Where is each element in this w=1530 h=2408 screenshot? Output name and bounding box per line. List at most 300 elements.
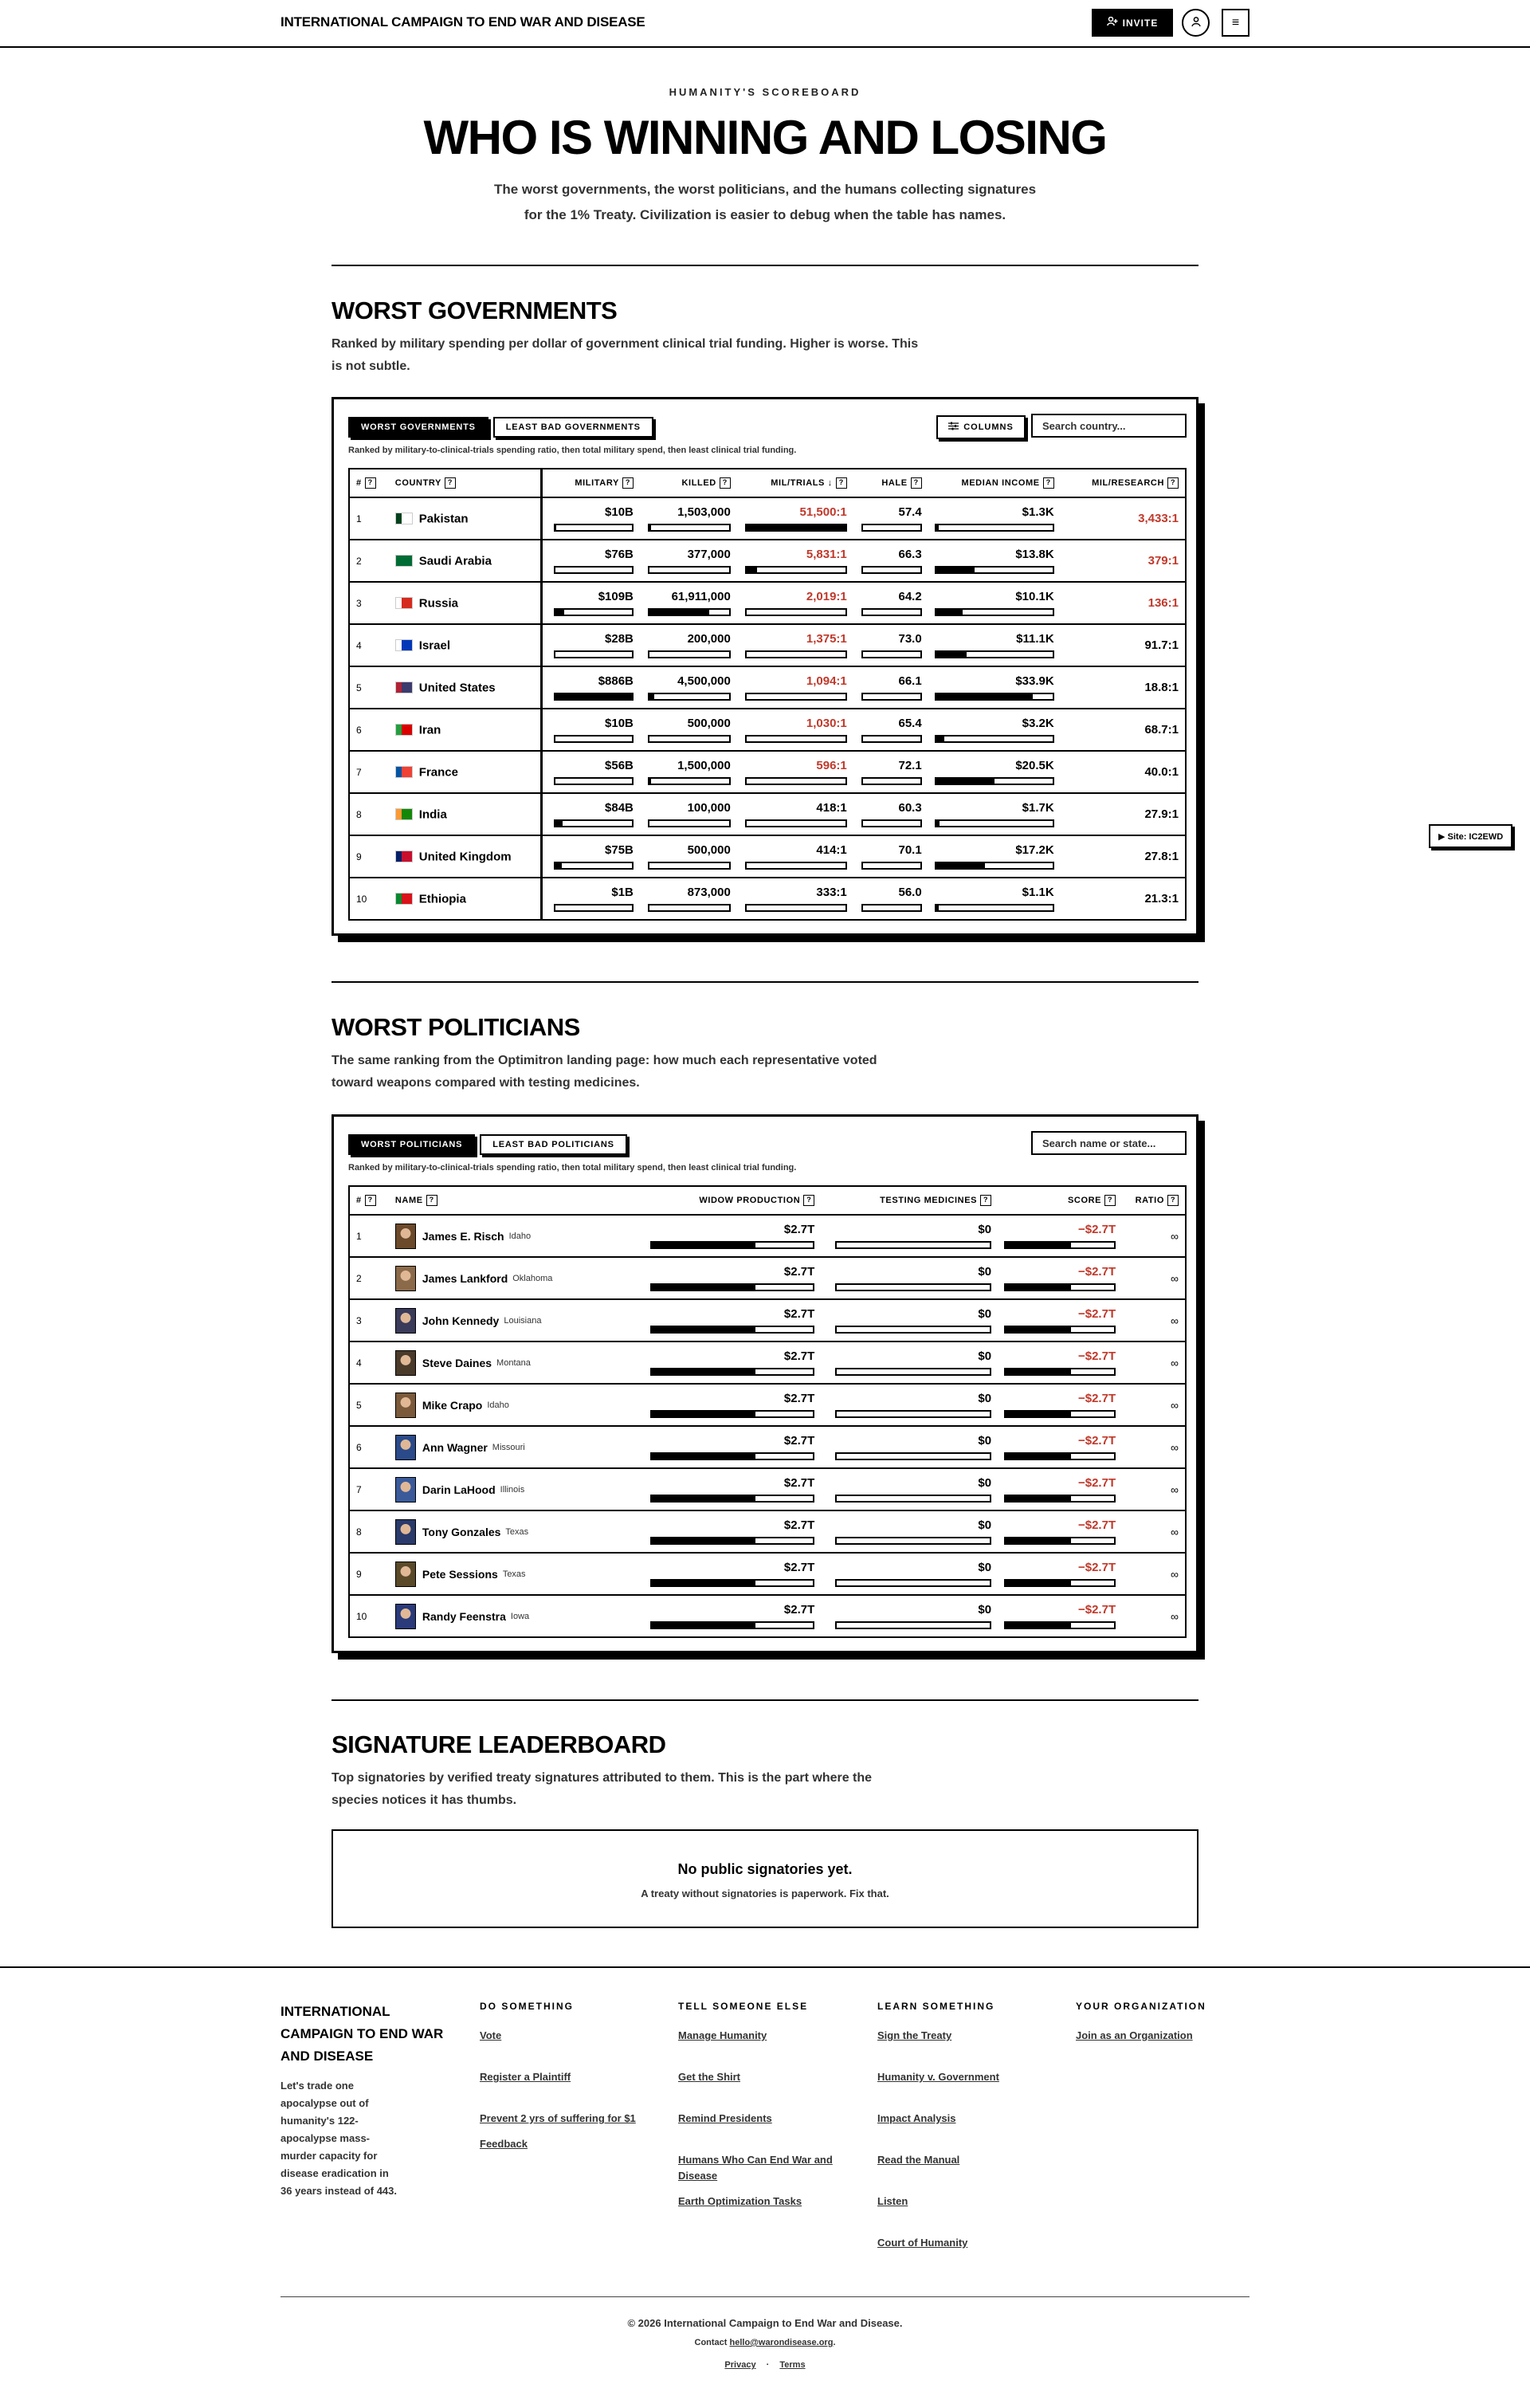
politician-state: Idaho	[508, 1231, 532, 1241]
killed-cell-value: 500,000	[687, 843, 731, 857]
testing-cell	[821, 1384, 998, 1426]
killed-cell	[640, 793, 737, 835]
politician-state: Montana	[496, 1357, 531, 1368]
flag-icon	[395, 682, 413, 693]
income-cell-bar-fill	[936, 610, 963, 615]
income-cell	[928, 497, 1061, 540]
table-row[interactable]	[349, 582, 1186, 624]
flag-icon	[395, 513, 413, 524]
hale-cell	[853, 793, 928, 835]
politician-name: James E. Risch	[422, 1229, 504, 1243]
country-name: France	[418, 765, 458, 780]
widow-cell-value: $2.7T	[783, 1307, 815, 1321]
footer-column-title: TELL SOMEONE ELSE	[678, 2001, 809, 2012]
hale-cell-value: 57.4	[898, 505, 922, 519]
columns-button[interactable]	[936, 415, 1026, 439]
testing-cell-value: $0	[978, 1476, 992, 1490]
country-name: Ethiopia	[418, 892, 466, 906]
avatar	[395, 1435, 416, 1460]
killed-cell-bar	[648, 819, 731, 827]
income-cell-bar	[935, 819, 1054, 827]
widow-cell-value: $2.7T	[783, 1349, 815, 1363]
contact-line: Contact hello@warondisease.org.	[694, 2338, 836, 2347]
tab-least-bad-governments[interactable]: LEAST BAD GOVERNMENTS	[493, 417, 653, 438]
testing-cell	[821, 1215, 998, 1257]
income-cell-bar	[935, 650, 1054, 658]
widow-cell-bar	[650, 1579, 814, 1587]
ratio-cell: ∞	[1171, 1609, 1179, 1623]
testing-cell	[821, 1510, 998, 1553]
mil-trials-cell-bar-fill	[747, 568, 758, 572]
rank-cell: 5	[349, 666, 389, 709]
politician-search-input[interactable]	[1031, 1131, 1187, 1155]
income-cell-bar-fill	[936, 863, 985, 868]
income-cell-bar-fill	[936, 568, 975, 572]
table-row[interactable]	[349, 1257, 1186, 1299]
footer-link[interactable]: Read the Manual	[877, 2154, 960, 2166]
table-row[interactable]	[349, 878, 1186, 920]
widow-cell	[644, 1215, 821, 1257]
section-divider	[332, 981, 1198, 983]
mil-research-value: 136:1	[1148, 596, 1179, 610]
footer-link[interactable]: Manage Humanity	[678, 2029, 767, 2041]
widow-cell	[644, 1510, 821, 1553]
widow-cell	[644, 1257, 821, 1299]
country-cell[interactable]	[389, 666, 541, 709]
score-cell-bar-fill	[1006, 1412, 1071, 1416]
country-cell[interactable]	[389, 582, 541, 624]
col-name[interactable]: NAME ?	[389, 1186, 644, 1215]
killed-cell-value: 377,000	[687, 548, 731, 561]
empty-subtitle: A treaty without signatories is paperwork. Fix that.	[641, 1888, 889, 1899]
footer-link[interactable]: Prevent 2 yrs of suffering for $1	[480, 2112, 636, 2124]
hale-cell-value: 66.1	[898, 674, 922, 688]
rank-cell: 2	[349, 1257, 389, 1299]
politician-cell[interactable]	[389, 1341, 644, 1384]
widow-cell-bar-fill	[652, 1327, 755, 1332]
politician-cell[interactable]	[389, 1299, 644, 1341]
politicians-tabs	[348, 1134, 627, 1155]
brand-title[interactable]: INTERNATIONAL CAMPAIGN TO END WAR AND DISEASE	[280, 14, 645, 29]
hale-cell-bar	[861, 735, 922, 743]
widow-cell-bar-fill	[652, 1243, 755, 1247]
mil-trials-cell-value: 2,019:1	[806, 590, 847, 603]
military-cell-bar	[554, 524, 634, 532]
score-cell-value: −$2.7T	[1077, 1265, 1116, 1279]
mil-research-value: 379:1	[1148, 554, 1179, 568]
mil-trials-cell-value: 333:1	[816, 886, 847, 899]
account-button[interactable]	[1182, 9, 1210, 37]
widow-cell-bar-fill	[652, 1454, 755, 1459]
footer-link[interactable]: Impact Analysis	[877, 2112, 956, 2124]
widow-cell-bar-fill	[652, 1623, 755, 1628]
military-cell-value: $75B	[605, 843, 634, 857]
testing-cell-value: $0	[978, 1349, 992, 1363]
legal-links	[0, 2360, 1530, 2370]
killed-cell	[640, 709, 737, 751]
rank-cell: 6	[349, 1426, 389, 1468]
mil-trials-cell	[737, 540, 853, 582]
hale-cell-value: 70.1	[898, 843, 922, 857]
score-cell-value: −$2.7T	[1077, 1349, 1116, 1363]
income-cell-value: $17.2K	[1015, 843, 1054, 857]
invite-button[interactable]	[1092, 9, 1173, 37]
politician-state: Missouri	[492, 1442, 525, 1452]
rank-cell: 5	[349, 1384, 389, 1426]
table-row[interactable]	[349, 793, 1186, 835]
footer-column	[877, 2001, 1053, 2276]
sliders-icon	[948, 422, 959, 433]
politicians-description	[332, 1050, 961, 1094]
footer-link[interactable]: Humans Who Can End War and Disease	[678, 2154, 833, 2182]
testing-cell-bar	[835, 1326, 991, 1334]
politician-name: Randy Feenstra	[422, 1609, 506, 1623]
widow-cell-bar	[650, 1241, 814, 1249]
score-cell-bar	[1004, 1579, 1116, 1587]
military-cell-value: $28B	[605, 632, 634, 646]
country-name: Saudi Arabia	[418, 554, 492, 568]
testing-cell-bar	[835, 1621, 991, 1629]
widow-cell-value: $2.7T	[783, 1223, 815, 1236]
table-row[interactable]	[349, 1510, 1186, 1553]
table-row[interactable]	[349, 751, 1186, 793]
footer-link[interactable]: Remind Presidents	[678, 2112, 772, 2124]
mil-research-cell	[1061, 624, 1186, 666]
widow-cell-value: $2.7T	[783, 1434, 815, 1448]
country-cell[interactable]	[389, 497, 541, 540]
description-line: species notices it has thumbs.	[332, 1793, 517, 1807]
mil-research-cell	[1061, 666, 1186, 709]
menu-button[interactable]	[1222, 9, 1250, 37]
country-cell[interactable]	[389, 793, 541, 835]
footer-link[interactable]: Register a Plaintiff	[480, 2071, 571, 2083]
politician-name: Darin LaHood	[422, 1483, 496, 1496]
footer-divider	[0, 1966, 1530, 1968]
rank-cell: 9	[349, 1553, 389, 1595]
col-country[interactable]: COUNTRY ?	[389, 469, 541, 497]
military-cell-bar	[554, 693, 634, 701]
testing-cell-bar	[835, 1579, 991, 1587]
score-cell-bar-fill	[1006, 1243, 1071, 1247]
country-cell[interactable]	[389, 540, 541, 582]
hale-cell	[853, 878, 928, 920]
col-mil-trials[interactable]: MIL/TRIALS ↓ ?	[737, 469, 853, 497]
military-cell-bar-fill	[555, 694, 632, 699]
killed-cell	[640, 582, 737, 624]
section-divider	[332, 265, 1198, 266]
mil-trials-cell-bar	[745, 904, 847, 912]
score-cell-bar-fill	[1006, 1454, 1071, 1459]
score-cell	[998, 1341, 1122, 1384]
score-cell	[998, 1257, 1122, 1299]
hale-cell-bar	[861, 650, 922, 658]
killed-cell	[640, 878, 737, 920]
table-header-row	[349, 469, 1186, 497]
politician-cell[interactable]	[389, 1595, 644, 1637]
politician-state: Louisiana	[504, 1315, 542, 1326]
hale-cell-bar	[861, 777, 922, 785]
country-cell[interactable]	[389, 835, 541, 878]
table-row[interactable]	[349, 540, 1186, 582]
table-row[interactable]	[349, 1215, 1186, 1257]
invite-label: INVITE	[1122, 17, 1159, 29]
hale-cell-value: 64.2	[898, 590, 922, 603]
income-cell-bar-fill	[936, 737, 944, 741]
politicians-table	[348, 1185, 1187, 1638]
widow-cell-value: $2.7T	[783, 1603, 815, 1616]
mil-research-cell	[1061, 751, 1186, 793]
mil-research-cell	[1061, 793, 1186, 835]
country-search-input[interactable]	[1031, 414, 1187, 438]
table-row[interactable]	[349, 1426, 1186, 1468]
politician-state: Illinois	[500, 1484, 525, 1495]
tab-worst-politicians[interactable]: WORST POLITICIANS	[348, 1134, 475, 1155]
signatures-description	[332, 1767, 961, 1812]
col-military[interactable]: MILITARY ?	[541, 469, 640, 497]
col-mil-research[interactable]: MIL/RESEARCH ?	[1061, 469, 1186, 497]
score-cell-bar	[1004, 1326, 1116, 1334]
avatar	[395, 1393, 416, 1418]
country-cell[interactable]	[389, 751, 541, 793]
col-hale[interactable]: HALE ?	[853, 469, 928, 497]
privacy-link[interactable]: Privacy	[724, 2360, 756, 2370]
footer-brand: INTERNATIONAL CAMPAIGN TO END WAR AND DISEASE	[280, 2004, 444, 2064]
tab-worst-governments[interactable]: WORST GOVERNMENTS	[348, 417, 488, 438]
income-cell-bar-fill	[936, 652, 967, 657]
footer-link[interactable]: Humanity v. Government	[877, 2071, 999, 2083]
hale-cell	[853, 835, 928, 878]
testing-cell-bar	[835, 1537, 991, 1545]
table-header-row	[349, 1186, 1186, 1215]
rank-cell: 3	[349, 1299, 389, 1341]
widow-cell-bar-fill	[652, 1538, 755, 1543]
killed-cell-bar-fill	[649, 610, 709, 615]
rank-cell: 4	[349, 1341, 389, 1384]
widow-cell-bar	[650, 1621, 814, 1629]
flag-icon	[395, 555, 413, 567]
widow-cell-bar-fill	[652, 1369, 755, 1374]
politician-cell[interactable]	[389, 1426, 644, 1468]
income-cell-value: $33.9K	[1015, 674, 1054, 688]
mil-research-cell	[1061, 878, 1186, 920]
footer-link[interactable]: Court of Humanity	[877, 2237, 968, 2249]
military-cell-value: $56B	[605, 759, 634, 772]
col-killed[interactable]: KILLED ?	[640, 469, 737, 497]
footer-link[interactable]: Get the Shirt	[678, 2071, 741, 2083]
score-cell-value: −$2.7T	[1077, 1223, 1116, 1236]
hale-cell	[853, 582, 928, 624]
mil-trials-cell-bar	[745, 819, 847, 827]
table-row[interactable]	[349, 1595, 1186, 1637]
mil-research-cell	[1061, 582, 1186, 624]
user-icon	[1191, 16, 1202, 29]
killed-cell-bar-fill	[649, 525, 651, 530]
country-name: United Kingdom	[418, 850, 512, 864]
score-cell-bar	[1004, 1241, 1116, 1249]
mil-research-value: 27.9:1	[1144, 807, 1179, 821]
country-cell[interactable]	[389, 624, 541, 666]
description-line: is not subtle.	[332, 359, 410, 373]
avatar	[395, 1350, 416, 1376]
testing-cell-value: $0	[978, 1561, 992, 1574]
hale-cell	[853, 666, 928, 709]
testing-cell	[821, 1595, 998, 1637]
military-cell-bar	[554, 566, 634, 574]
politician-cell[interactable]	[389, 1215, 644, 1257]
income-cell-bar	[935, 735, 1054, 743]
politician-name: Mike Crapo	[422, 1398, 483, 1412]
military-cell-value: $10B	[605, 505, 634, 519]
military-cell-bar-fill	[555, 821, 563, 826]
table-row[interactable]	[349, 835, 1186, 878]
site-chip[interactable]	[1429, 824, 1512, 848]
hale-cell	[853, 751, 928, 793]
killed-cell-bar	[648, 608, 731, 616]
top-bar	[0, 0, 1530, 48]
testing-cell-bar	[835, 1495, 991, 1503]
ratio-cell: ∞	[1122, 1468, 1186, 1510]
col-ratio[interactable]: RATIO ?	[1122, 1186, 1186, 1215]
footer-link[interactable]: Sign the Treaty	[877, 2029, 952, 2041]
table-row[interactable]	[349, 666, 1186, 709]
footer-link[interactable]: Vote	[480, 2029, 502, 2041]
score-cell-value: −$2.7T	[1077, 1476, 1116, 1490]
mil-research-value: 91.7:1	[1144, 638, 1179, 652]
politician-cell[interactable]	[389, 1384, 644, 1426]
col-rank[interactable]: # ?	[349, 1186, 389, 1215]
mil-trials-cell	[737, 793, 853, 835]
testing-cell	[821, 1257, 998, 1299]
table-row[interactable]	[349, 1468, 1186, 1510]
income-cell	[928, 878, 1061, 920]
col-rank[interactable]: # ?	[349, 469, 389, 497]
hale-cell-value: 56.0	[898, 886, 922, 899]
widow-cell-value: $2.7T	[783, 1561, 815, 1574]
politician-cell[interactable]	[389, 1257, 644, 1299]
testing-cell-bar	[835, 1452, 991, 1460]
mil-trials-cell-bar	[745, 650, 847, 658]
rank-cell: 7	[349, 751, 389, 793]
footer-link[interactable]: Join as an Organization	[1076, 2029, 1193, 2041]
testing-cell	[821, 1341, 998, 1384]
politician-cell[interactable]	[389, 1510, 644, 1553]
col-widow-production[interactable]: WIDOW PRODUCTION ?	[644, 1186, 821, 1215]
income-cell-value: $3.2K	[1022, 717, 1054, 730]
killed-cell-bar	[648, 650, 731, 658]
military-cell-value: $886B	[598, 674, 634, 688]
testing-cell-value: $0	[978, 1603, 992, 1616]
widow-cell-bar-fill	[652, 1581, 755, 1585]
tab-least-bad-politicians[interactable]: LEAST BAD POLITICIANS	[480, 1134, 626, 1155]
testing-cell-value: $0	[978, 1223, 992, 1236]
col-median-income[interactable]: MEDIAN INCOME ?	[928, 469, 1061, 497]
mil-trials-cell	[737, 709, 853, 751]
politician-name: Ann Wagner	[422, 1440, 488, 1454]
income-cell-bar-fill	[936, 821, 940, 826]
col-testing-medicines[interactable]: TESTING MEDICINES ?	[821, 1186, 998, 1215]
politician-cell[interactable]	[389, 1553, 644, 1595]
flag-icon	[395, 597, 413, 609]
income-cell	[928, 624, 1061, 666]
terms-link[interactable]: Terms	[779, 2360, 806, 2370]
killed-cell-value: 200,000	[687, 632, 731, 646]
table-row[interactable]	[349, 1553, 1186, 1595]
table-row[interactable]	[349, 497, 1186, 540]
hale-cell-value: 60.3	[898, 801, 922, 815]
table-row[interactable]	[349, 1299, 1186, 1341]
military-cell	[541, 540, 640, 582]
contact-email-link[interactable]: hello@warondisease.org	[729, 2338, 834, 2347]
ratio-cell: ∞	[1122, 1510, 1186, 1553]
income-cell-bar-fill	[936, 779, 994, 784]
military-cell-value: $109B	[598, 590, 634, 603]
footer-link[interactable]: Earth Optimization Tasks	[678, 2195, 802, 2207]
table-row[interactable]	[349, 709, 1186, 751]
footer-link[interactable]: Feedback	[480, 2138, 528, 2150]
score-cell-bar	[1004, 1495, 1116, 1503]
mil-research-value: 18.8:1	[1144, 681, 1179, 694]
footer-link[interactable]: Listen	[877, 2195, 908, 2207]
mil-trials-cell-bar	[745, 735, 847, 743]
hale-cell-value: 66.3	[898, 548, 922, 561]
ratio-cell: ∞	[1122, 1553, 1186, 1595]
legal-separator: ·	[766, 2360, 770, 2370]
score-cell-bar	[1004, 1537, 1116, 1545]
military-cell-value: $76B	[605, 548, 634, 561]
table-row[interactable]	[349, 1384, 1186, 1426]
politician-state: Idaho	[487, 1400, 509, 1410]
score-cell	[998, 1384, 1122, 1426]
widow-cell-bar	[650, 1368, 814, 1376]
testing-cell	[821, 1299, 998, 1341]
mil-trials-cell-value: 596:1	[816, 759, 847, 772]
killed-cell-value: 100,000	[687, 801, 731, 815]
mil-trials-cell-value: 51,500:1	[799, 505, 847, 519]
hero-subtitle-line: for the 1% Treaty. Civilization is easier to debug when the table has names.	[524, 207, 1006, 222]
military-cell-bar-fill	[555, 863, 562, 868]
copyright: © 2026 International Campaign to End War and Disease.	[627, 2317, 903, 2329]
score-cell-bar	[1004, 1621, 1116, 1629]
avatar	[395, 1561, 416, 1587]
country-name: Russia	[418, 596, 458, 611]
hale-cell	[853, 624, 928, 666]
widow-cell-value: $2.7T	[783, 1265, 815, 1279]
score-cell-bar-fill	[1006, 1538, 1071, 1543]
killed-cell	[640, 835, 737, 878]
table-row[interactable]	[349, 1341, 1186, 1384]
country-cell[interactable]	[389, 878, 541, 920]
testing-cell-bar	[835, 1241, 991, 1249]
governments-description	[332, 333, 961, 378]
mil-trials-cell	[737, 582, 853, 624]
mil-trials-cell-value: 5,831:1	[806, 548, 847, 561]
table-row[interactable]	[349, 624, 1186, 666]
income-cell	[928, 666, 1061, 709]
country-cell[interactable]	[389, 709, 541, 751]
hale-cell	[853, 540, 928, 582]
politician-cell[interactable]	[389, 1468, 644, 1510]
col-score[interactable]: SCORE ?	[998, 1186, 1122, 1215]
testing-cell-value: $0	[978, 1307, 992, 1321]
mil-research-cell	[1061, 835, 1186, 878]
governments-caption: Ranked by military-to-clinical-trials spending ratio, then total military spend, then least clinical trial funding.	[348, 446, 797, 455]
add-user-icon	[1107, 17, 1118, 29]
widow-cell-bar-fill	[652, 1285, 755, 1290]
killed-cell-value: 4,500,000	[677, 674, 731, 688]
killed-cell-bar	[648, 693, 731, 701]
score-cell-bar	[1004, 1452, 1116, 1460]
rank-cell: 8	[349, 793, 389, 835]
